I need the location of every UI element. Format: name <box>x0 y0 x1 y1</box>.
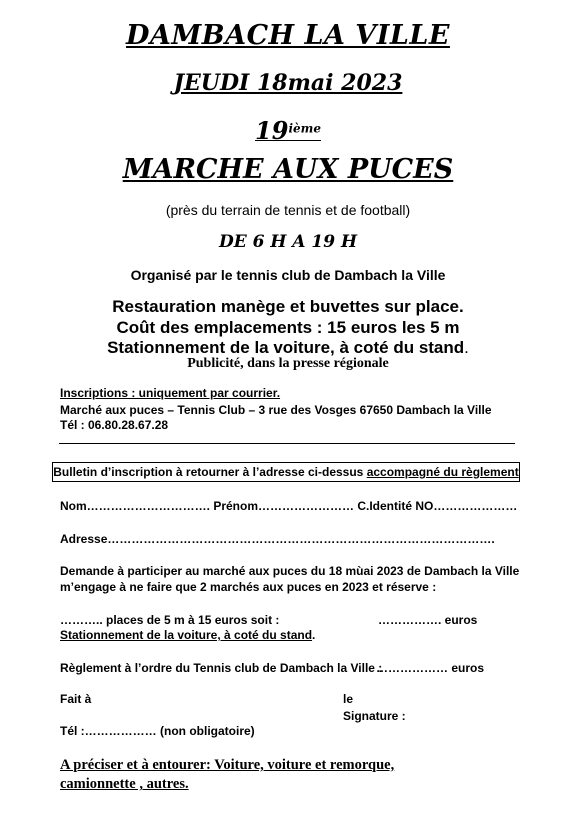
fait-a-label: Fait à <box>60 692 92 706</box>
inscriptions-heading: Inscriptions : uniquement par courrier. <box>60 386 281 400</box>
event-title-text: MARCHE AUX PUCES <box>122 154 454 185</box>
event-hours: DE 6 H A 19 H <box>218 232 358 252</box>
info-cost: Coût des emplacements : 15 euros les 5 m <box>116 318 460 337</box>
vehicle-line-1: A préciser et à entourer: Voiture, voiture et remorque, <box>60 757 395 773</box>
payment-line: Règlement à l’ordre du Tennis club de Dambach la Ville : <box>60 661 383 675</box>
event-location: (près du terrain de tennis et de football) <box>165 202 411 218</box>
vehicle-line-2: camionnette , autres. <box>60 776 189 792</box>
town-title-text: DAMBACH LA VILLE <box>126 20 450 51</box>
town-title <box>0 20 576 51</box>
date-label: le <box>343 692 354 706</box>
address-field-line[interactable]: Adresse……………………………………………………………………………………. <box>60 532 495 546</box>
bulletin-underlined: accompagné du règlement <box>366 465 519 479</box>
inscriptions-phone: Tél : 06.80.28.67.28 <box>60 418 169 432</box>
bulletin-text: Bulletin d’inscription à retourner à l’adresse ci-dessus <box>53 465 367 479</box>
event-date-text: JEUDI 18mai 2023 <box>173 70 403 96</box>
payment-amount-field[interactable]: ……………… euros <box>376 661 485 675</box>
request-line-1: Demande à participer au marché aux puces du 18 mùai 2023 de Dambach la Ville <box>60 564 520 578</box>
info-publicity: Publicité, dans la presse régionale <box>187 356 389 371</box>
info-parking <box>0 338 576 358</box>
name-field-line[interactable]: Nom…………………………. Prénom…………………… C.Identité NO………………… <box>60 499 518 513</box>
edition-number-group <box>255 116 321 145</box>
edition-number <box>0 116 576 145</box>
parking-option-text: Stationnement de la voiture, à coté du stand <box>60 628 313 642</box>
edition-number-value: 19 <box>255 116 289 145</box>
request-line-2: m’engage à ne faire que 2 marchés aux puces en 2023 et réserve : <box>60 580 437 594</box>
event-date <box>0 70 576 96</box>
places-field-line[interactable]: ……….. places de 5 m à 15 euros soit : <box>60 613 280 627</box>
inscriptions-address: Marché aux puces – Tennis Club – 3 rue des Vosges 67650 Dambach la Ville <box>60 403 492 417</box>
edition-number-suffix: ième <box>288 121 321 136</box>
parking-option <box>60 628 315 642</box>
separator-line <box>59 443 515 444</box>
bulletin-box <box>52 462 520 482</box>
event-title <box>0 154 576 185</box>
parking-option-dot: . <box>312 628 316 642</box>
info-parking-dot: . <box>464 338 469 357</box>
event-organizer: Organisé par le tennis club de Dambach la Ville <box>130 267 446 283</box>
signature-label: Signature : <box>343 709 406 723</box>
info-catering: Restauration manège et buvettes sur place. <box>112 297 464 316</box>
places-amount-field[interactable]: ……………. euros <box>378 613 478 627</box>
info-parking-text: Stationnement de la voiture, à coté du stand <box>107 338 465 357</box>
phone-field-line[interactable]: Tél :……………… (non obligatoire) <box>60 724 255 738</box>
